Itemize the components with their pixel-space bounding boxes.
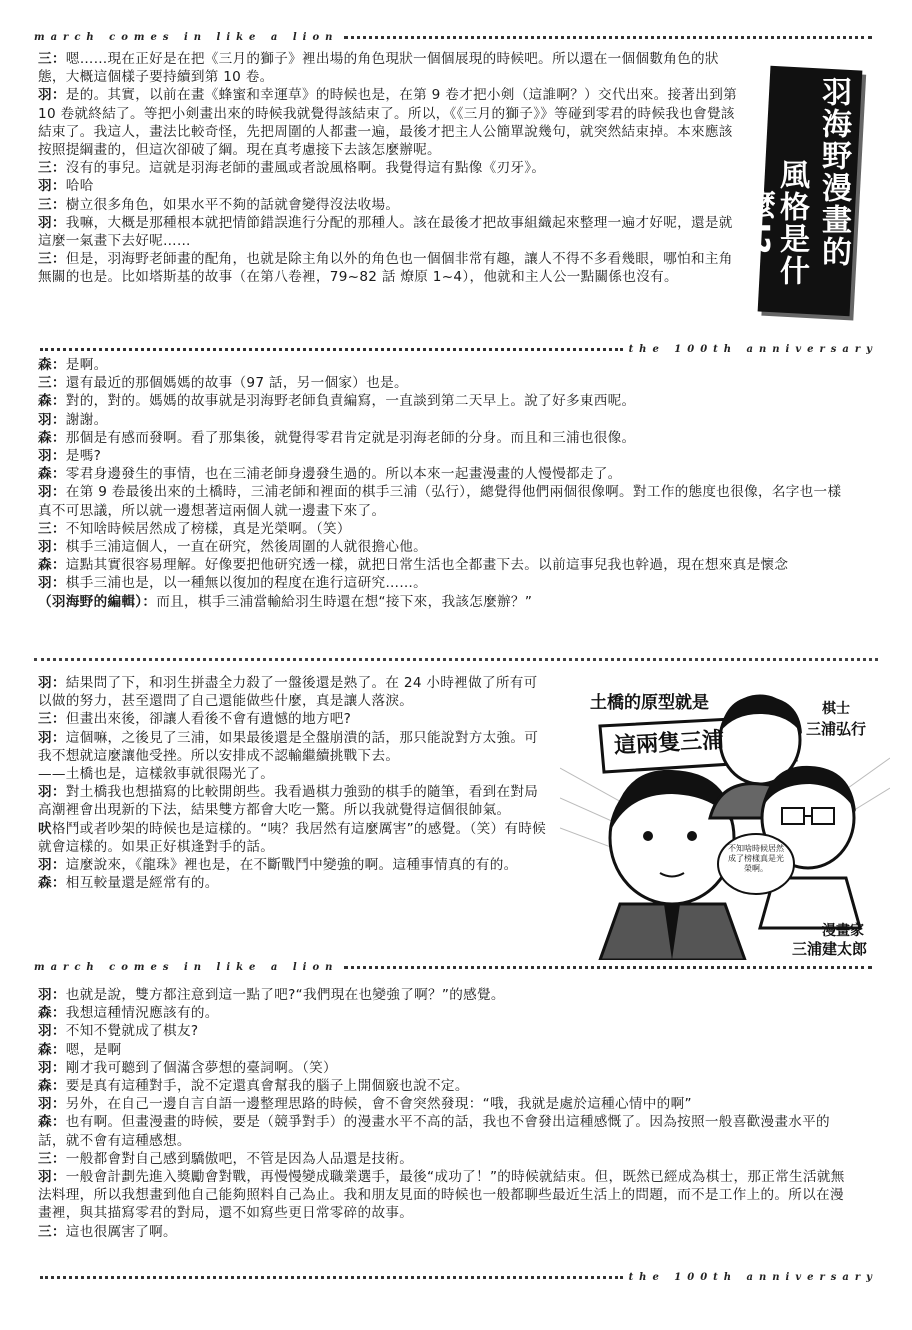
speaker-label: 羽： [38,411,66,428]
banner-dots [344,36,872,39]
dialogue-line [38,820,548,856]
artist-role: 漫畫家 [822,923,864,939]
divider [34,658,878,661]
speaker-label: 羽： [38,575,66,592]
dialogue-text: ——土橋也是，這樣敘事就很陽光了。 [38,766,275,783]
dialogue-line [38,520,846,538]
dialogue-text: 要是真有這種對手，說不定還真會幫我的腦子上開個竅也說不定。 [65,1078,469,1095]
dialogue-text: 一般會計劃先進入獎勵會對戰，再慢慢變成職業選手，最後“成功了！”的時候就結束。但，既然已經成為棋士，那正常生活就無法料理，所以我想畫到他自己能夠照料自己為止。我和朋友見面的時候也一般都聊些最近生活上的問題，而不是工作上的。所以在漫畫裡，與其描寫零君的對局，還不如寫些更日常零碎的故事。 [38,1169,845,1222]
side-title [740,62,870,320]
manga-illustration [560,668,890,960]
section-3 [38,674,548,892]
dialogue-line [38,674,548,710]
artist-name: 三浦建太郎 [792,940,868,958]
dialogue-line [38,574,846,592]
dialogue-text: 對土橋我也想描寫的比較開朗些。我看過棋力強勁的棋手的隨筆，看到在對局高潮裡會出現新的下法，結果雙方都會大吃一驚。所以我就覺得這個很帥氣。 [38,784,539,819]
dialogue-line [38,1004,856,1022]
speaker-label: 三： [38,51,66,67]
dialogue-text: 這個嘛，之後見了三浦，如果最後還是全盤崩潰的話，那只能說對方太強。可我不想就這麼讓他受挫。所以安排成不認輸繼續挑戰下去。 [38,729,539,764]
dialogue-line [38,374,846,392]
speaker-label: 三： [38,1150,66,1167]
lower-banner-text: march comes in like a lion [34,961,339,973]
speaker-label: 羽： [38,675,66,691]
dialogue-text: 這點其實很容易理解。好像要把他研究透一樣，就把日常生活也全都畫下去。以前這事兒我也幹過，現在想來真是懷念 [65,557,789,574]
dialogue-text: 我想這種情況應該有的。 [65,1005,219,1022]
dialogue-text: 嗯……現在正好是在把《三月的獅子》裡出場的角色現狀一個個展現的時候吧。所以還在一個個數角色的狀態，大概這個樣子要持續到第 10 卷。 [38,51,719,86]
dialogue-text: 嗯，是啊 [65,1041,122,1058]
dialogue-text: 相互較量還是經常有的。 [65,875,219,892]
section-1 [38,50,744,287]
speech-bubble: 不知啥時候居然成了榜樣真是光榮啊。 [728,844,784,873]
dialogue-line [38,1223,856,1241]
dialogue-line [38,50,744,86]
speaker-label: 三： [38,160,66,177]
dialogue-text: 零君身邊發生的事情，也在三浦老師身邊發生過的。所以本來一起畫漫畫的人慢慢都走了。 [65,466,622,483]
speaker-label: 羽： [38,1096,66,1113]
speaker-label: 三： [38,251,66,268]
dialogue-line [38,1041,856,1059]
dialogue-line [38,783,548,819]
speaker-label: 森： [38,393,66,410]
mid-banner [34,342,878,356]
player-name: 三浦弘行 [806,720,867,738]
dialogue-text: 一般都會對自己感到驕傲吧，不管是因為人品還是技術。 [65,1150,414,1167]
dialogue-line [38,196,744,214]
dialogue-line [38,177,744,195]
dialogue-text: 棋手三浦也是，以一種無以復加的程度在進行這研究……。 [65,575,428,592]
footer-banner [34,1270,878,1284]
dialogue-line [38,538,846,556]
dialogue-line [38,392,846,410]
dialogue-text: 這也很厲害了啊。 [65,1223,177,1240]
dialogue-line [38,250,744,286]
dialogue-text: 不知不覺就成了棋友? [65,1023,199,1040]
speaker-label: 三： [38,196,66,213]
speaker-label: 森： [38,875,66,892]
speaker-label: 三： [38,375,66,392]
speaker-label: 羽： [38,987,66,1003]
illustration-title-2: 這兩隻三浦 [613,728,725,759]
dialogue-line [38,1095,856,1113]
dialogue-line [38,429,846,447]
speaker-label: 羽： [38,178,66,195]
dialogue-line [38,874,548,892]
header-banner [34,30,878,44]
dialogue-line [38,159,744,177]
dialogue-text: 這麼說來，《龍珠》裡也是，在不斷戰鬥中變強的啊。這種事情真的有的。 [65,857,518,874]
dialogue-text: 哈哈 [65,178,94,195]
dialogue-line [38,447,846,465]
dialogue-text: 在第 9 卷最後出來的土橋時，三浦老師和裡面的棋手三浦（弘行），總覺得他們兩個很像啊。對工作的態度也很像，名字也一樣真不可思議，所以就一邊想著這兩個人就一邊畫下來了。 [38,484,842,519]
header-banner-text: march comes in like a lion [34,31,339,43]
footer-banner-text: the 100th anniversary [628,1271,878,1283]
dialogue-text: 而且，棋手三浦當輸給羽生時還在想“接下來，我該怎麼辦？” [156,593,533,610]
dialogue-line [38,1059,856,1077]
dialogue-line [38,483,846,519]
speaker-label: 羽： [38,1023,66,1040]
dialogue-line [38,356,846,374]
dialogue-line [38,729,548,765]
dialogue-line [38,1150,856,1168]
speaker-label: 羽： [38,857,66,874]
dialogue-line [38,465,846,483]
side-title-col1: 羽海野漫畫的 [816,76,851,268]
dialogue-text: 不知啥時候居然成了榜樣，真是光榮啊。（笑） [65,520,351,537]
player-role: 棋士 [822,701,850,717]
speaker-label: 森： [38,1005,66,1022]
dialogue-line [38,710,548,728]
banner-dots [40,1276,623,1279]
speaker-label: 吠 [38,820,52,837]
speaker-label: 三： [38,711,66,728]
dialogue-line [38,856,548,874]
dialogue-text: 我嘛，大概是那種根本就把情節錯誤進行分配的那種人。該在最後才把故事組織起來整理一遍才好呢，還是就這麼一氣畫下去好呢…… [38,214,733,250]
dialogue-text: 棋手三浦這個人，一直在研究，然後周圍的人就很擔心他。 [65,539,428,556]
banner-dots [40,348,623,351]
speaker-label: 森： [38,429,66,446]
dialogue-line [38,86,744,159]
speaker-label: 森： [38,1041,66,1058]
dialogue-text: 但是，羽海野老師畫的配角，也就是除主角以外的角色也一個個非常有趣，讓人不得不多看幾眼，哪怕和主角無關的也是。比如塔斯基的故事（在第八卷裡，79~82 話 燎原 1~4），他就和主人公一點關係也沒有。 [38,251,733,286]
dialogue-text: 另外，在自己一邊自言自語一邊整理思路的時候，會不會突然發現：“哦，我就是處於這種心情中的啊” [65,1096,692,1113]
speaker-label: 羽： [38,1169,66,1186]
speaker-label: 三： [38,1223,66,1240]
dialogue-text: 但畫出來後，卻讓人看後不會有遺憾的地方吧? [65,711,352,728]
speaker-label: 森： [38,1114,66,1131]
dialogue-text: 沒有的事兒。這就是羽海老師的畫風或者說風格啊。我覺得這有點像《刃牙》。 [65,160,546,177]
dialogue-line [38,1022,856,1040]
illustration-title-1: 土橋的原型就是 [590,693,709,713]
speaker-label: 羽： [38,448,66,465]
speaker-label: 森： [38,557,66,574]
dialogue-line [38,593,846,611]
dialogue-text: 樹立很多角色，如果水平不夠的話就會變得沒法收場。 [65,196,400,213]
lower-banner [34,960,878,974]
speaker-label: 羽： [38,1059,66,1076]
speaker-label: 羽： [38,214,66,231]
dialogue-text: 格鬥或者吵架的時候也是這樣的。“咦？我居然有這麼厲害”的感覺。（笑）有時候就會這樣的。如果正好棋逢對手的話。 [38,820,547,855]
dialogue-line [38,214,744,250]
section-2 [38,356,846,611]
speaker-label: 森： [38,1078,66,1095]
dialogue-line [38,986,856,1004]
speaker-label: 森： [38,357,66,373]
dialogue-line [38,765,548,783]
dialogue-text: 是的。其實，以前在畫《蜂蜜和幸運草》的時候也是，在第 9 卷才把小剣（這誰啊？）交代出來。接著出到第 10 卷就終結了。等把小剣畫出來的時候我就覺得該結束了。所以，《《三月的獅子》》等碰到零君的時候我也會覺該結束了。我這人，畫法比較奇怪，先把周圍的人都畫一遍，最後才把主人公簡單說幾句，就突然結束掉。本來應該按照提綱畫的，但這次卻破了綱。現在真考慮接下去該怎麼辦呢。 [38,87,737,159]
speaker-label: 羽： [38,784,66,801]
dialogue-text: 也有啊。但畫漫畫的時候，要是（競爭對手）的漫畫水平不高的話，我也不會發出這種感慨了。因為按照一般喜歡漫畫水平的話，就不會有這種感想。 [38,1114,830,1149]
section-4 [38,986,856,1241]
speaker-label: 羽： [38,729,66,746]
dialogue-line [38,1168,856,1223]
banner-dots [344,966,872,969]
dialogue-text: 那個是有感而發啊。看了那集後，就覺得零君肯定就是羽海老師的分身。而且和三浦也很像。 [65,429,636,446]
mid-banner-text: the 100th anniversary [628,343,878,355]
side-title-col2: 風格是什麼!? [740,159,809,287]
speaker-label: 羽： [38,539,66,556]
dialogue-line [38,411,846,429]
dialogue-line [38,556,846,574]
speaker-label: 森： [38,466,66,483]
dialogue-text: 還有最近的那個媽媽的故事（97 話，另一個家）也是。 [65,375,408,392]
speaker-label: 羽： [38,87,66,104]
dialogue-text: 是啊。 [65,357,108,373]
dialogue-text: 剛才我可聽到了個滿含夢想的臺詞啊。（笑） [65,1059,337,1076]
dialogue-text: 謝謝。 [65,411,108,428]
dialogue-text: 對的，對的。媽媽的故事就是羽海野老師負責編寫，一直談到第二天早上。說了好多東西呢。 [65,393,636,410]
speaker-label: 三： [38,520,66,537]
dialogue-text: 結果問了下，和羽生拼盡全力殺了一盤後還是熟了。在 24 小時裡做了所有可以做的努力，甚至還問了自己還能做些什麼，真是讓人落淚。 [38,675,538,710]
dialogue-text: 也就是說，雙方都注意到這一點了吧?“我們現在也變強了啊？”的感覺。 [65,987,505,1003]
dialogue-line [38,1113,856,1149]
dialogue-text: 是嗎? [65,448,102,465]
speaker-label: （羽海野的編輯）： [38,593,157,610]
dialogue-line [38,1077,856,1095]
speaker-label: 羽： [38,484,66,501]
